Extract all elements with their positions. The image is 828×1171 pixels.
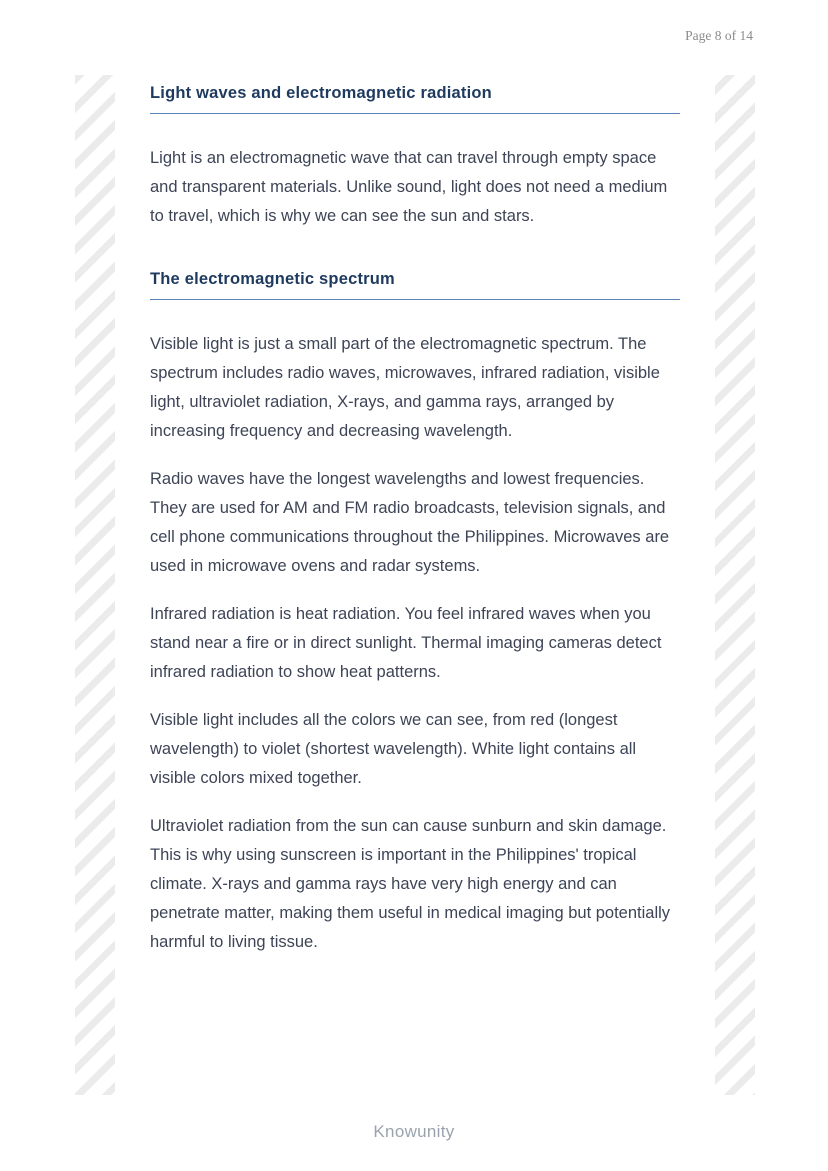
heading-rule — [150, 113, 680, 114]
section-light-waves — [150, 81, 680, 231]
paragraph: Light is an electromagnetic wave that can travel through empty space and transparent materials. Unlike sound, light does not need a medium to travel, which is why we can see the sun and stars. — [150, 149, 668, 225]
heading-rule — [150, 299, 680, 300]
paragraph: Visible light includes all the colors we can see, from red (longest wavelength) to violet (shortest wavelength). White light contains all visible colors mixed together. — [150, 711, 637, 787]
section-heading: The electromagnetic spectrum — [150, 270, 395, 288]
diagonal-stripe-background — [75, 75, 755, 1095]
paragraph: Infrared radiation is heat radiation. You feel infrared waves when you stand near a fire or in direct sunlight. Thermal imaging cameras detect infrared radiation to show heat patterns. — [150, 605, 662, 681]
footer-brand: Knowunity — [373, 1122, 455, 1141]
page-number: Page 8 of 14 — [685, 28, 753, 43]
content-area — [115, 75, 715, 1095]
paragraph: Visible light is just a small part of the electromagnetic spectrum. The spectrum includes radio waves, microwaves, infrared radiation, visible light, ultraviolet radiation, X-rays, and gamma rays, arranged by increasing frequency and decreasing wavelength. — [150, 335, 660, 440]
paragraph: Ultraviolet radiation from the sun can cause sunburn and skin damage. This is why using sunscreen is important in the Philippines' tropical climate. X-rays and gamma rays have very high energy and can penetrate matter, making them useful in medical imaging but potentially harmful to living tissue. — [150, 817, 671, 951]
section-electromagnetic-spectrum — [150, 267, 680, 957]
paragraph: Radio waves have the longest wavelengths and lowest frequencies. They are used for AM and FM radio broadcasts, television signals, and cell phone communications throughout the Philippines. Microwaves are used in microwave ovens and radar systems. — [150, 470, 670, 575]
section-heading: Light waves and electromagnetic radiation — [150, 84, 492, 102]
